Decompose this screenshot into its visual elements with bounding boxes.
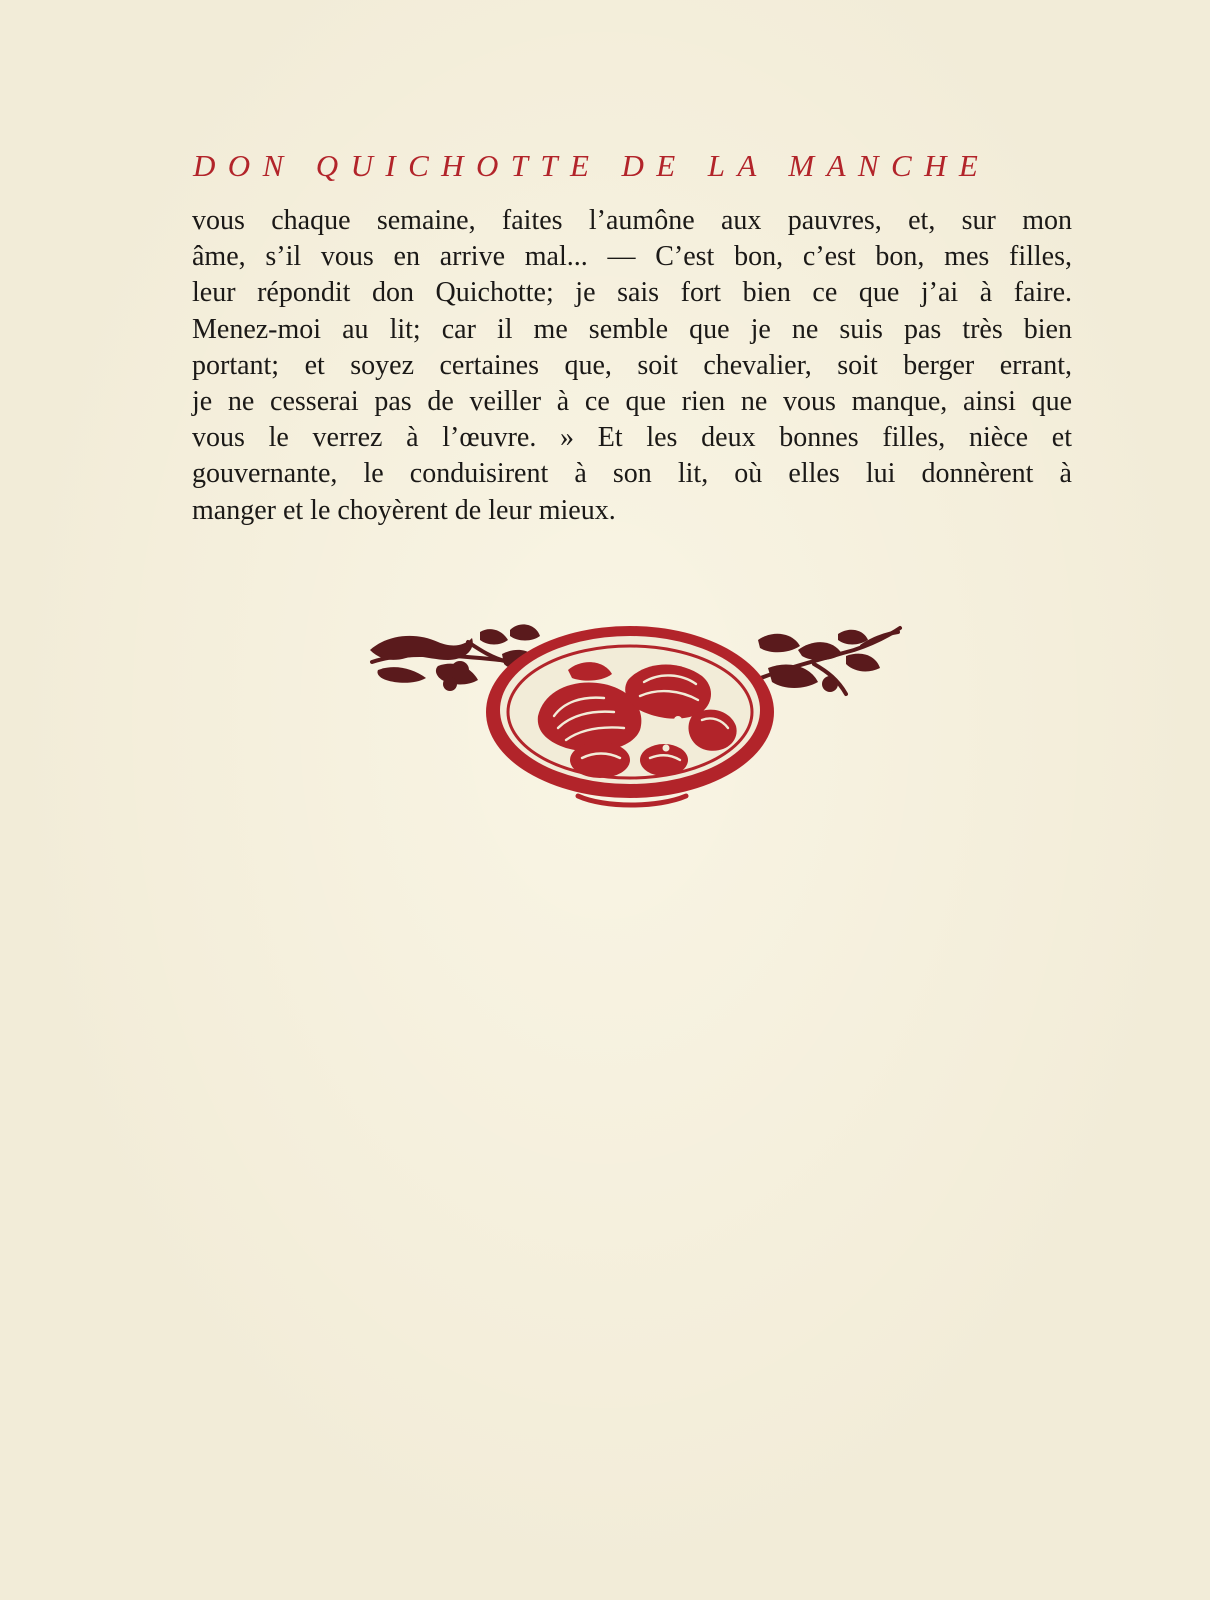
text-line: je ne cesserai pas de veiller à ce que rien ne vous manque, ainsi que — [192, 385, 1072, 417]
text-line: portant; et soyez certaines que, soit chevalier, soit berger errant, — [192, 349, 1072, 381]
text-line: manger et le choyèrent de leur mieux. — [192, 494, 616, 526]
text-line: vous le verrez à l’œuvre. » Et les deux bonnes filles, nièce et — [192, 422, 1072, 454]
running-head: DON QUICHOTTE DE LA MANCHE — [193, 148, 991, 183]
text-line: vous chaque semaine, faites l’aumône aux pauvres, et, sur mon — [192, 205, 1072, 236]
text-line: gouvernante, le conduisirent à son lit, où elles lui donnèrent à — [192, 458, 1072, 490]
text-line: âme, s’il vous en arrive mal... — C’est bon, c’est bon, mes filles, — [192, 241, 1072, 273]
text-line: leur répondit don Quichotte; je sais fort bien ce que j’ai à faire. — [192, 277, 1072, 309]
body-text — [192, 203, 1072, 529]
text-line: Menez-moi au lit; car il me semble que je ne suis pas très bien — [192, 313, 1072, 345]
fruit-bowl-vignette-icon — [368, 620, 904, 820]
